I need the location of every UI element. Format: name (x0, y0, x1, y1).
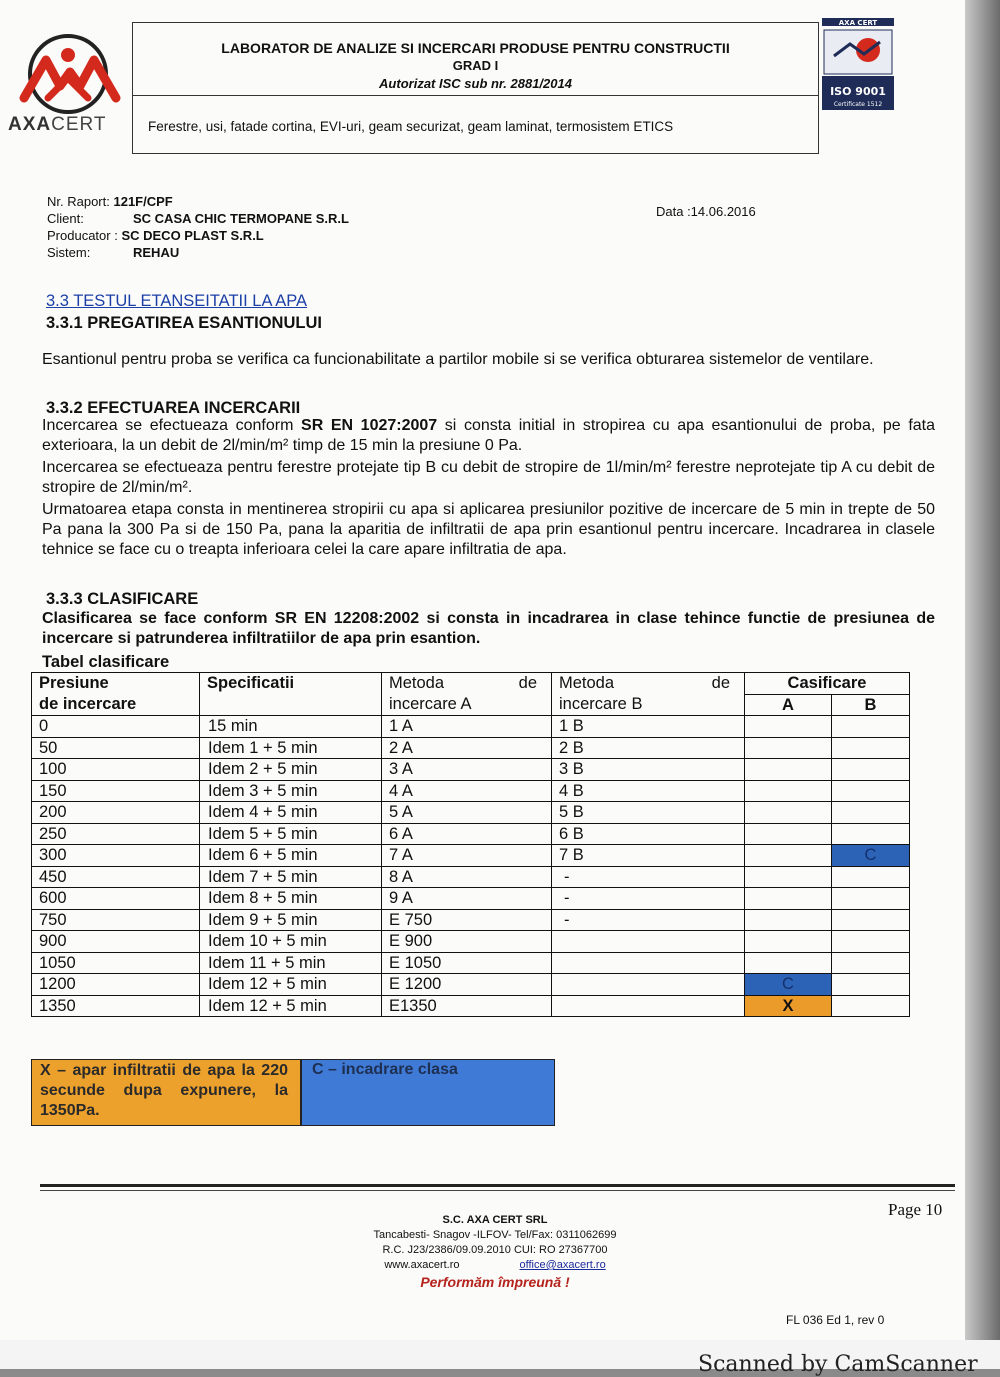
producer-value: SC DECO PLAST S.R.L (121, 228, 264, 243)
cell-method-a: 4 A (382, 780, 552, 802)
system-label: Sistem: (47, 245, 91, 260)
cell-class-b (832, 866, 910, 888)
lab-title: LABORATOR DE ANALIZE SI INCERCARI PRODUSE PENTRU CONSTRUCTII (221, 40, 730, 56)
footer-rule (40, 1184, 955, 1187)
cell-spec: 15 min (200, 716, 382, 738)
table-row (32, 737, 910, 759)
cell-pressure: 250 (32, 823, 200, 845)
cell-method-b (552, 931, 745, 953)
footer-rule-thin (40, 1190, 955, 1191)
table-row (32, 974, 910, 996)
cell-pressure: 450 (32, 866, 200, 888)
cell-method-b: 6 B (552, 823, 745, 845)
cell-method-a: 3 A (382, 759, 552, 781)
iso-certification-badge-icon (820, 18, 896, 112)
classification-paragraph: Clasificarea se face conform SR EN 12208:2002 si consta in incadrarea in clase tehince functie de presiunea de incercare si patrunderea infiltratiilor de apa prin esantion. (42, 610, 935, 647)
cell-pressure: 200 (32, 802, 200, 824)
cell-pressure: 50 (32, 737, 200, 759)
table-row (32, 909, 910, 931)
cell-method-a: 7 A (382, 845, 552, 867)
cell-class-a (745, 759, 832, 781)
cell-class-a (745, 716, 832, 738)
cell-method-a: E 750 (382, 909, 552, 931)
execution-paragraph-2: Incercarea se efectueaza pentru ferestre protejate tip B cu debit de stropire de 1l/min/m² ferestre neprotejate tip A cu debit de stropire de 2l/min/m². (42, 459, 935, 496)
report-info (47, 193, 349, 261)
cell-class-a (745, 952, 832, 974)
cell-method-a: E 1050 (382, 952, 552, 974)
cell-method-a: 2 A (382, 737, 552, 759)
system-value: REHAU (133, 245, 180, 260)
table-header-row (32, 673, 910, 695)
cell-method-b: 7 B (552, 845, 745, 867)
cell-class-b: C (832, 845, 910, 867)
cell-spec: Idem 2 + 5 min (200, 759, 382, 781)
form-code: FL 036 Ed 1, rev 0 (786, 1313, 885, 1327)
svg-text:Certificate 1512: Certificate 1512 (833, 101, 883, 108)
footer-email[interactable]: office@axacert.ro (519, 1259, 606, 1271)
cell-method-a: 1 A (382, 716, 552, 738)
cell-spec: Idem 12 + 5 min (200, 995, 382, 1017)
classification-table (31, 672, 910, 1017)
cell-spec: Idem 6 + 5 min (200, 845, 382, 867)
table-title: Tabel clasificare (42, 653, 170, 671)
cell-class-b (832, 802, 910, 824)
header-method-b: Metoda de incercare B (552, 673, 745, 716)
cell-spec: Idem 3 + 5 min (200, 780, 382, 802)
cell-method-a: 5 A (382, 802, 552, 824)
cell-class-a (745, 931, 832, 953)
cell-class-b (832, 759, 910, 781)
cell-class-b (832, 931, 910, 953)
subsection-classification: 3.3.3 CLASIFICARE (46, 590, 199, 608)
footer-company: S.C. AXA CERT SRL (442, 1214, 548, 1226)
cell-method-b: - (552, 888, 745, 910)
header-pressure: Presiune de incercare (32, 673, 200, 716)
cell-pressure: 1200 (32, 974, 200, 996)
cell-method-b (552, 952, 745, 974)
svg-text:AXA CERT: AXA CERT (838, 19, 878, 27)
cell-class-a (745, 802, 832, 824)
scanner-watermark: Scanned by CamScanner (698, 1352, 978, 1377)
cell-spec: Idem 5 + 5 min (200, 823, 382, 845)
cell-class-a (745, 845, 832, 867)
scan-edge-shadow (965, 0, 1000, 1340)
cell-class-a (745, 909, 832, 931)
report-date: Data :14.06.2016 (656, 204, 756, 219)
cell-class-a (745, 888, 832, 910)
cell-method-a: E 900 (382, 931, 552, 953)
cell-method-b: 1 B (552, 716, 745, 738)
cell-class-b (832, 780, 910, 802)
cell-method-b: 2 B (552, 737, 745, 759)
cell-method-a: 9 A (382, 888, 552, 910)
svg-text:ISO 9001: ISO 9001 (830, 85, 886, 98)
cell-class-b (832, 823, 910, 845)
cell-class-b (832, 974, 910, 996)
header-class-a: A (745, 694, 832, 716)
cell-pressure: 1050 (32, 952, 200, 974)
lab-scope: Ferestre, usi, fatade cortina, EVI-uri, geam securizat, geam laminat, termosistem ETICS (148, 119, 674, 134)
footer-website[interactable]: www.axacert.ro (384, 1259, 460, 1271)
cell-pressure: 900 (32, 931, 200, 953)
cell-class-b (832, 909, 910, 931)
cell-method-b: - (552, 866, 745, 888)
cell-class-a (745, 737, 832, 759)
cell-method-b (552, 974, 745, 996)
cell-class-a (745, 823, 832, 845)
footer-address: Tancabesti- Snagov -ILFOV- Tel/Fax: 0311062699 (373, 1229, 617, 1241)
cell-pressure: 0 (32, 716, 200, 738)
cell-spec: Idem 7 + 5 min (200, 866, 382, 888)
execution-paragraph-1: Incercarea se efectueaza conform SR EN 1027:2007 si consta initial in stropirea cu apa esantionului de proba, pe fata exterioara, la un debit de 2l/min/m² timp de 15 min la presiune 0 Pa. (42, 417, 936, 454)
cell-class-b (832, 952, 910, 974)
cell-pressure: 750 (32, 909, 200, 931)
producer-label: Producator : (47, 228, 118, 243)
legend-x: X – apar infiltratii de apa la 220 secunde dupa expunere, la 1350Pa. (31, 1059, 301, 1126)
page-number: Page 10 (888, 1200, 943, 1219)
cell-class-b (832, 737, 910, 759)
cell-class-b (832, 888, 910, 910)
cell-method-b (552, 995, 745, 1017)
client-value: SC CASA CHIC TERMOPANE S.R.L (133, 211, 349, 226)
cell-pressure: 100 (32, 759, 200, 781)
cell-spec: Idem 12 + 5 min (200, 974, 382, 996)
cell-spec: Idem 9 + 5 min (200, 909, 382, 931)
table-body (32, 716, 910, 1017)
cell-pressure: 600 (32, 888, 200, 910)
client-label: Client: (47, 211, 84, 226)
cell-class-b (832, 716, 910, 738)
cell-spec: Idem 10 + 5 min (200, 931, 382, 953)
cell-spec: Idem 11 + 5 min (200, 952, 382, 974)
table-row (32, 931, 910, 953)
table-row (32, 780, 910, 802)
report-nr-label: Nr. Raport: (47, 194, 110, 209)
cell-method-a: E 1200 (382, 974, 552, 996)
preparation-paragraph: Esantionul pentru proba se verifica ca funcionabilitate a partilor mobile si se verifica obturarea sistemelor de ventilare. (42, 351, 874, 368)
cell-class-a (745, 866, 832, 888)
cell-method-b: 5 B (552, 802, 745, 824)
header-classification: Casificare (745, 673, 910, 695)
header-spec: Specificatii (200, 673, 382, 716)
cell-method-b: 3 B (552, 759, 745, 781)
cell-spec: Idem 8 + 5 min (200, 888, 382, 910)
cell-class-a (745, 780, 832, 802)
table-row (32, 802, 910, 824)
cell-method-a: 8 A (382, 866, 552, 888)
cell-method-a: 6 A (382, 823, 552, 845)
cell-class-a: X (745, 995, 832, 1017)
cell-pressure: 150 (32, 780, 200, 802)
subsection-execution: 3.3.2 EFECTUAREA INCERCARII (46, 399, 301, 417)
logo-wordmark: AXACERT (8, 114, 107, 135)
lab-grade: GRAD I (452, 58, 499, 73)
header-class-b: B (832, 694, 910, 716)
cell-method-b: - (552, 909, 745, 931)
report-nr-value: 121F/CPF (113, 194, 173, 209)
header-box (132, 22, 819, 154)
table-row (32, 716, 910, 738)
cell-pressure: 300 (32, 845, 200, 867)
cell-class-b (832, 995, 910, 1017)
subsection-preparation: 3.3.1 PREGATIREA ESANTIONULUI (46, 314, 322, 332)
cell-class-a: C (745, 974, 832, 996)
cell-spec: Idem 1 + 5 min (200, 737, 382, 759)
table-row (32, 888, 910, 910)
legend-c: C – incadrare clasa (301, 1059, 555, 1126)
header-divider (133, 95, 818, 96)
cell-method-a: E1350 (382, 995, 552, 1017)
cell-pressure: 1350 (32, 995, 200, 1017)
table-row (32, 823, 910, 845)
footer-block (330, 1213, 660, 1290)
footer-slogan: Performăm împreună ! (420, 1274, 570, 1290)
table-row (32, 995, 910, 1017)
table-row (32, 952, 910, 974)
table-row (32, 759, 910, 781)
footer-registration: R.C. J23/2386/09.09.2010 CUI: RO 27367700 (382, 1244, 608, 1256)
table-row (32, 866, 910, 888)
table-row (32, 845, 910, 867)
section-heading[interactable]: 3.3 TESTUL ETANSEITATII LA APA (46, 292, 308, 310)
execution-paragraph-3: Urmatoarea etapa consta in mentinerea stropirii cu apa si aplicarea presiunilor pozitive de incercare de 5 min in trepte de 50 Pa pana la 300 Pa si de 150 Pa, pana la aparitia de infiltratii de apa prin esantionul pentru incercare. Incadrarea in clasele tehnice se face cu o treapta inferioara celei la care apare infiltratia de apa. (42, 501, 935, 558)
cell-method-b: 4 B (552, 780, 745, 802)
header-method-a: Metoda de incercare A (382, 673, 552, 716)
lab-authorization: Autorizat ISC sub nr. 2881/2014 (379, 76, 572, 91)
cell-spec: Idem 4 + 5 min (200, 802, 382, 824)
